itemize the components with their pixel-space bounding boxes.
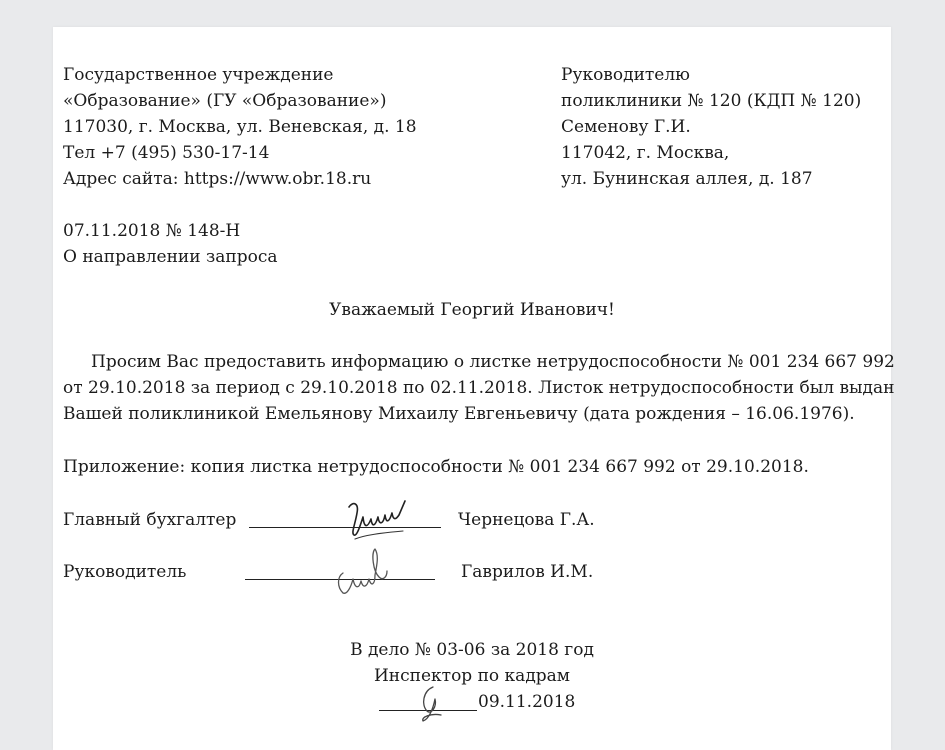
body-line: Вашей поликлиникой Емельянову Михаилу Евгеньевичу (дата рождения – 16.06.1976). [63,404,855,424]
handwritten-signature-icon [331,543,391,599]
signature-name: Чернецова Г.А. [458,510,595,530]
body-line: Просим Вас предоставить информацию о листке нетрудоспособности № 001 234 667 992 [91,352,895,372]
salutation: Уважаемый Георгий Иванович! [329,300,615,320]
recipient-line: 117042, г. Москва, [561,143,730,163]
sender-line: «Образование» (ГУ «Образование») [63,91,387,111]
sender-line: Государственное учреждение [63,65,334,85]
handwritten-signature-icon [411,683,453,725]
body-line: от 29.10.2018 за период с 29.10.2018 по 02.11.2018. Листок нетрудоспособности был выдан [63,378,895,398]
handwritten-signature-icon [345,493,411,541]
document-subject: О направлении запроса [63,247,278,267]
recipient-line: Семенову Г.И. [561,117,691,137]
signature-name: Гаврилов И.М. [461,562,594,582]
filing-inspector: Инспектор по кадрам [373,666,571,686]
filing-date: 09.11.2018 [478,692,576,712]
recipient-line: Руководителю [561,65,690,85]
sender-line: 117030, г. Москва, ул. Веневская, д. 18 [63,117,417,137]
document-number: 07.11.2018 № 148-Н [63,221,241,241]
recipient-line: поликлиники № 120 (КДП № 120) [561,91,862,111]
recipient-line: ул. Бунинская аллея, д. 187 [561,169,813,189]
signature-role: Главный бухгалтер [63,510,237,530]
sender-line: Тел +7 (495) 530-17-14 [63,143,270,163]
signature-role: Руководитель [63,562,187,582]
filing-case: В дело № 03-06 за 2018 год [350,640,594,660]
sender-line: Адрес сайта: https://www.obr.18.ru [63,169,372,189]
attachment-note: Приложение: копия листка нетрудоспособности № 001 234 667 992 от 29.10.2018. [63,457,809,477]
document-page [53,27,895,750]
